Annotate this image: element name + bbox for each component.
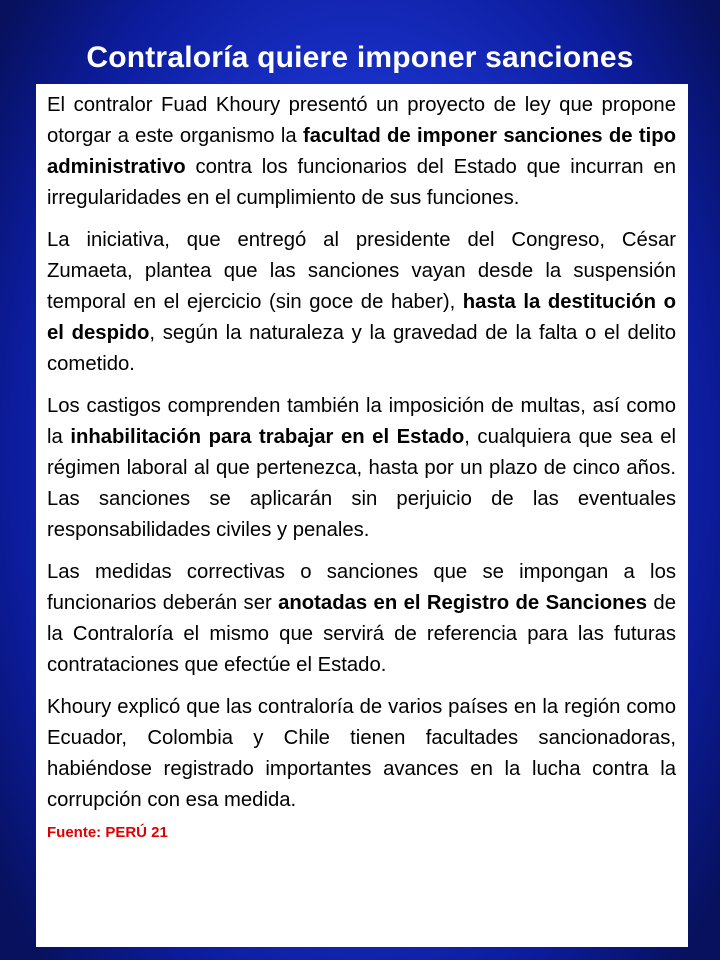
paragraph-segment: Khoury explicó que las contraloría de varios países en la región como Ecuador, Colombia y Chile tienen facultades sancionadoras, habiéndose registrado importantes avances en la lucha contra la corrupción con esa medida. — [47, 696, 676, 811]
paragraph-highlight: facultad de imponer sanciones de tipo administrativo — [47, 125, 677, 178]
paragraph-segment: Los castigos comprenden también la imposición de multas, así como la — [47, 395, 676, 448]
paragraph-initiative — [47, 225, 676, 380]
paragraph-segment: El contralor Fuad Khoury presentó un proyecto de ley que propone otorgar a este organismo la — [47, 94, 676, 147]
paragraph-segment: de la Contraloría el mismo que servirá de referencia para las futuras contrataciones que efectúe el Estado. — [47, 592, 676, 676]
paragraph-segment: , cualquiera que sea el régimen laboral al que pertenezca, hasta por un plazo de cinco años. Las sanciones se aplicarán sin perjuicio de las eventuales responsabilidades civiles y penales. — [47, 426, 676, 541]
source-credit: Fuente: PERÚ 21 — [47, 824, 168, 841]
paragraph-highlight: hasta la destitución o el despido — [47, 291, 677, 344]
article-text-box — [36, 84, 688, 947]
paragraph-segment: La iniciativa, que entregó al presidente del Congreso, César Zumaeta, plantea que las sanciones vayan desde la suspensión temporal en el ejercicio (sin goce de haber), — [47, 229, 676, 313]
paragraph-segment: Las medidas correctivas o sanciones que se impongan a los funcionarios deberán ser — [47, 561, 676, 614]
paragraph-segment: contra los funcionarios del Estado que incurran en irregularidades en el cumplimiento de sus funciones. — [47, 156, 676, 209]
paragraph-region — [47, 692, 676, 816]
paragraph-proposal — [47, 90, 676, 214]
slide-title: Contraloría quiere imponer sanciones — [86, 41, 634, 74]
paragraph-segment: , según la naturaleza y la gravedad de la falta o el delito cometido. — [47, 322, 676, 375]
paragraph-penalties — [47, 391, 676, 546]
paragraph-registry — [47, 557, 676, 681]
paragraph-highlight: inhabilitación para trabajar en el Estado — [70, 426, 465, 448]
paragraph-highlight: anotadas en el Registro de Sanciones — [278, 592, 648, 614]
